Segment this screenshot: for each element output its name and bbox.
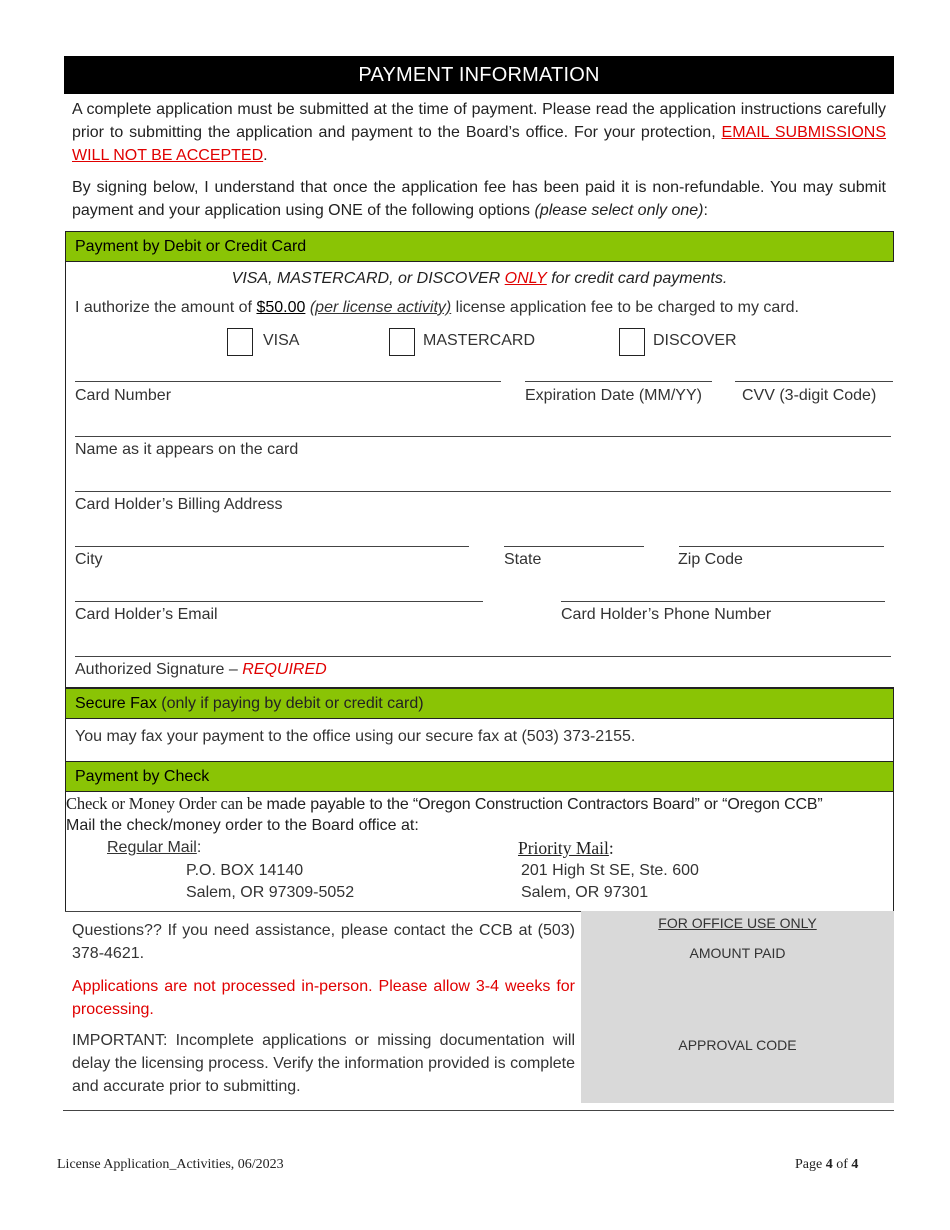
phone-field[interactable] xyxy=(561,601,885,602)
authorize-prefix: I authorize the amount of xyxy=(75,299,252,316)
bottom-rule xyxy=(63,1110,894,1111)
email-label: Card Holder’s Email xyxy=(75,606,218,623)
fax-section-header xyxy=(65,688,894,719)
signature-label xyxy=(75,661,327,679)
discover-text: DISCOVER xyxy=(416,270,501,287)
priority-address-1: 201 High St SE, Ste. 600 xyxy=(521,862,699,879)
fax-title-note: (only if paying by debit or credit card) xyxy=(161,695,424,712)
mastercard-checkbox[interactable] xyxy=(389,328,415,356)
signature-field[interactable] xyxy=(75,656,891,657)
authorize-line xyxy=(75,299,799,317)
billing-address-label: Card Holder’s Billing Address xyxy=(75,496,283,513)
signature-text: Authorized Signature – xyxy=(75,661,238,678)
intro-paragraph-2 xyxy=(72,176,886,222)
only-text: ONLY xyxy=(504,270,547,287)
comma-text: , xyxy=(268,270,273,287)
card-section-header: Payment by Debit or Credit Card xyxy=(65,231,894,262)
zip-field[interactable] xyxy=(679,546,884,547)
regular-address-1: P.O. BOX 14140 xyxy=(186,862,304,879)
mastercard-option-label: MASTERCARD xyxy=(423,332,536,349)
email-field[interactable] xyxy=(75,601,483,602)
phone-label: Card Holder’s Phone Number xyxy=(561,606,772,623)
check-payable-line xyxy=(66,794,823,814)
questions-text: Questions?? If you need assistance, please contact the CCB at (503) 378-4621. xyxy=(72,922,575,962)
office-use-box xyxy=(581,911,894,1103)
mastercard-text: MASTERCARD xyxy=(277,270,390,287)
approval-code-label: APPROVAL CODE xyxy=(678,1037,797,1053)
select-one-note: (please select only one) xyxy=(534,202,704,219)
check-payable-text: made payable to the “Oregon Construction Contractors Board” or “Oregon CCB” xyxy=(266,796,823,813)
expiration-field[interactable] xyxy=(525,381,712,382)
intro-end-2: : xyxy=(703,202,708,219)
cvv-label: CVV (3-digit Code) xyxy=(742,387,877,404)
discover-checkbox[interactable] xyxy=(619,328,645,356)
regular-mail-text: Regular Mail xyxy=(107,839,197,856)
or-text: , or xyxy=(389,270,413,287)
regular-mail-label: Regular Mail: xyxy=(107,839,202,856)
authorize-suffix: license application fee to be charged to my card. xyxy=(455,299,799,316)
footer-page-number xyxy=(795,1157,858,1173)
email-warning: EMAIL SUBMISSIONS WILL NOT BE ACCEPTED xyxy=(72,124,887,164)
accepted-cards-line xyxy=(65,270,894,288)
visa-text: VISA xyxy=(231,270,269,287)
expiration-label: Expiration Date (MM/YY) xyxy=(525,387,702,404)
intro-text-2: By signing below, I understand that once the application fee has been paid it is non-refundable. You may submit payment and your application using ONE of the following options xyxy=(72,179,886,219)
page-of: of xyxy=(836,1157,848,1172)
amount-paid-label: AMOUNT PAID xyxy=(689,945,786,961)
priority-mail-label: Priority Mail: xyxy=(518,838,614,858)
page-title: PAYMENT INFORMATION xyxy=(64,56,894,94)
fax-text: You may fax your payment to the office using our secure fax at (503) 373-2155. xyxy=(75,728,636,745)
priority-address-2: Salem, OR 97301 xyxy=(521,884,649,901)
visa-option-label: VISA xyxy=(263,332,300,349)
card-number-field[interactable] xyxy=(75,381,501,382)
footer-doc-id: License Application_Activities, 06/2023 xyxy=(57,1157,284,1172)
office-use-title: FOR OFFICE USE ONLY xyxy=(658,915,817,931)
page-total: 4 xyxy=(851,1157,859,1172)
regular-address-2: Salem, OR 97309-5052 xyxy=(186,884,355,901)
cards-suffix: for credit card payments. xyxy=(551,270,728,287)
intro-end: . xyxy=(263,147,268,164)
billing-address-field[interactable] xyxy=(75,491,891,492)
name-on-card-label: Name as it appears on the card xyxy=(75,441,299,458)
state-field[interactable] xyxy=(504,546,644,547)
zip-label: Zip Code xyxy=(678,551,743,568)
check-section-header: Payment by Check xyxy=(65,761,894,792)
fee-amount: $50.00 xyxy=(256,299,306,316)
discover-option-label: DISCOVER xyxy=(653,332,737,349)
name-on-card-field[interactable] xyxy=(75,436,891,437)
page-current: 4 xyxy=(825,1157,833,1172)
required-text: REQUIRED xyxy=(242,661,327,678)
check-serif-text: Check or Money Order can be xyxy=(66,794,263,813)
city-label: City xyxy=(75,551,103,568)
fee-note: (per license activity) xyxy=(309,299,452,316)
processing-notice: Applications are not processed in-person. Please allow 3-4 weeks for processing. xyxy=(72,978,575,1018)
mail-instructions: Mail the check/money order to the Board office at: xyxy=(66,817,419,834)
fax-title: Secure Fax xyxy=(75,695,157,712)
priority-mail-text: Priority Mail xyxy=(518,838,609,858)
state-label: State xyxy=(504,551,542,568)
page-prefix: Page xyxy=(795,1157,823,1172)
city-field[interactable] xyxy=(75,546,469,547)
intro-paragraph-1 xyxy=(72,98,886,167)
card-number-label: Card Number xyxy=(75,387,172,404)
important-notice: IMPORTANT: Incomplete applications or missing documentation will delay the licensing process. Verify the information provided is complete and accurate prior to submitting. xyxy=(72,1032,575,1095)
cvv-field[interactable] xyxy=(735,381,893,382)
visa-checkbox[interactable] xyxy=(227,328,253,356)
intro-text: A complete application must be submitted at the time of payment. Please read the application instructions carefully prior to submitting the application and payment to the Board’s office. For your protection, xyxy=(72,101,886,141)
